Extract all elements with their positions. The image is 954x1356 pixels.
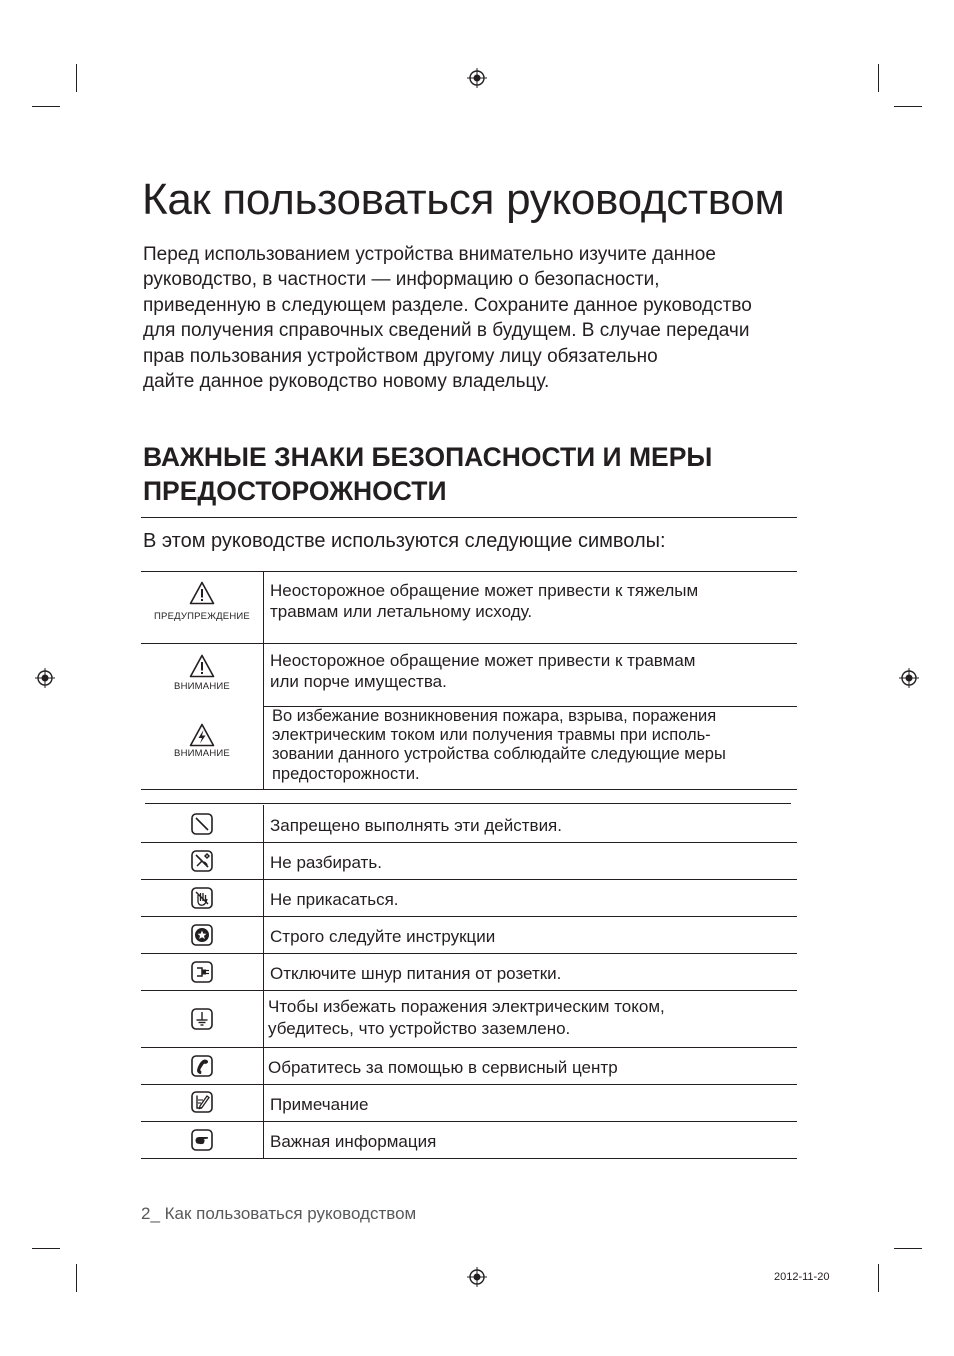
signal-word-label: ПРЕДУПРЕЖДЕНИЕ xyxy=(154,611,250,622)
description-line: Важная информация xyxy=(270,1132,437,1151)
table-row xyxy=(141,805,797,842)
table-row xyxy=(141,842,797,879)
table-row xyxy=(141,953,797,990)
intro-line: Перед использованием устройства внимательно изучите данное xyxy=(143,244,716,265)
table-row xyxy=(141,571,797,643)
row-divider xyxy=(141,953,797,954)
page-footer: 2_ Как пользоваться руководством xyxy=(141,1204,417,1223)
table-row xyxy=(141,990,797,1047)
intro-line: для получения справочных сведений в будущем. В случае передачи xyxy=(143,320,750,342)
row-divider xyxy=(141,842,797,843)
note-icon xyxy=(191,1091,213,1113)
crop-mark xyxy=(76,1264,77,1292)
unplug-icon xyxy=(191,961,213,983)
symbol-description xyxy=(270,963,795,984)
table-bottom-border xyxy=(141,789,797,790)
table-separator xyxy=(145,803,791,804)
signal-word-description xyxy=(272,707,797,784)
crop-mark xyxy=(76,64,77,92)
symbol-description xyxy=(270,1094,795,1115)
table-row xyxy=(141,916,797,953)
intro-line: дайте данное руководство новому владельцу. xyxy=(143,371,550,393)
crop-mark xyxy=(32,1248,60,1249)
registration-mark-icon xyxy=(467,1267,487,1287)
section-divider xyxy=(141,517,797,518)
symbols-table xyxy=(141,805,797,1159)
row-divider xyxy=(141,879,797,880)
signal-word-label: ВНИМАНИЕ xyxy=(174,681,230,692)
intro-line: прав пользования устройством другому лицу обязательно xyxy=(143,345,658,367)
description-line: зовании данного устройства соблюдайте следующие меры xyxy=(272,745,726,764)
warning-triangle-icon xyxy=(189,581,215,605)
section-title-line: ПРЕДОСТОРОЖНОСТИ xyxy=(143,476,447,506)
description-line: Неосторожное обращение может привести к травмам xyxy=(270,651,696,670)
signal-word-cell xyxy=(141,706,263,790)
signal-word-cell xyxy=(141,571,263,643)
description-line: Чтобы избежать поражения электрическим током, xyxy=(268,997,665,1016)
important-info-icon xyxy=(191,1129,213,1151)
print-date: 2012-11-20 xyxy=(774,1271,830,1283)
description-line: Не разбирать. xyxy=(270,853,382,872)
table-row xyxy=(141,643,797,706)
row-divider xyxy=(141,1084,797,1085)
crop-mark xyxy=(894,1248,922,1249)
registration-mark-icon xyxy=(467,68,487,88)
symbol-description xyxy=(268,996,793,1040)
symbol-description xyxy=(270,926,795,947)
row-divider xyxy=(141,916,797,917)
signal-word-label: ВНИМАНИЕ xyxy=(174,748,230,759)
description-line: Отключите шнур питания от розетки. xyxy=(270,964,562,983)
description-line: электрическим током или получения травмы при исполь- xyxy=(272,726,711,745)
crop-mark xyxy=(878,1264,879,1292)
table-row xyxy=(141,1121,797,1159)
crop-mark xyxy=(878,64,879,92)
symbol-description xyxy=(270,815,795,836)
do-not-touch-icon xyxy=(191,887,213,909)
symbols-intro: В этом руководстве используются следующие символы: xyxy=(143,530,666,552)
registration-mark-icon xyxy=(35,668,55,688)
electric-shock-triangle-icon xyxy=(189,723,215,747)
section-title-line: ВАЖНЫЕ ЗНАКИ БЕЗОПАСНОСТИ И МЕРЫ xyxy=(143,442,713,472)
ground-icon xyxy=(191,1008,213,1030)
page-title: Как пользоваться руководством xyxy=(142,175,785,224)
description-line: Во избежание возникновения пожара, взрыва, поражения xyxy=(272,707,717,725)
signal-word-cell xyxy=(141,643,263,706)
description-line: Запрещено выполнять эти действия. xyxy=(270,816,562,835)
intro-line: приведенную в следующем разделе. Сохраните данное руководство xyxy=(143,294,752,316)
intro-line: руководство, в частности — информацию о безопасности, xyxy=(143,269,660,291)
service-center-icon xyxy=(191,1055,213,1077)
description-line: Обратитесь за помощью в сервисный центр xyxy=(268,1058,618,1077)
crop-mark xyxy=(894,106,922,107)
description-line: Не прикасаться. xyxy=(270,890,399,909)
registration-mark-icon xyxy=(899,668,919,688)
description-line: Неосторожное обращение может привести к тяжелым xyxy=(270,581,699,600)
description-line: предосторожности. xyxy=(272,764,420,783)
caution-triangle-icon xyxy=(189,654,215,678)
description-line: травмам или летальному исходу. xyxy=(270,602,533,621)
signal-word-description xyxy=(270,650,795,692)
follow-instructions-icon xyxy=(191,924,213,946)
signal-words-table xyxy=(141,571,797,790)
row-divider xyxy=(141,1121,797,1122)
symbol-description xyxy=(270,889,795,910)
description-line: Строго следуйте инструкции xyxy=(270,927,496,946)
section-title xyxy=(143,440,712,508)
no-disassembly-icon xyxy=(191,850,213,872)
symbol-description xyxy=(268,1057,793,1078)
symbol-description xyxy=(270,852,795,873)
prohibited-icon xyxy=(191,813,213,835)
row-divider xyxy=(141,1047,797,1048)
signal-word-description xyxy=(270,580,795,622)
crop-mark xyxy=(32,106,60,107)
description-line: убедитесь, что устройство заземлено. xyxy=(268,1019,571,1038)
intro-paragraph xyxy=(143,242,833,394)
table-bottom-border xyxy=(141,1158,797,1159)
row-divider xyxy=(141,990,797,991)
table-row xyxy=(141,1047,797,1084)
symbol-description xyxy=(270,1131,795,1152)
table-row xyxy=(141,879,797,916)
table-row xyxy=(141,1084,797,1121)
table-row xyxy=(141,706,797,790)
description-line: или порче имущества. xyxy=(270,672,447,691)
description-line: Примечание xyxy=(270,1095,369,1114)
